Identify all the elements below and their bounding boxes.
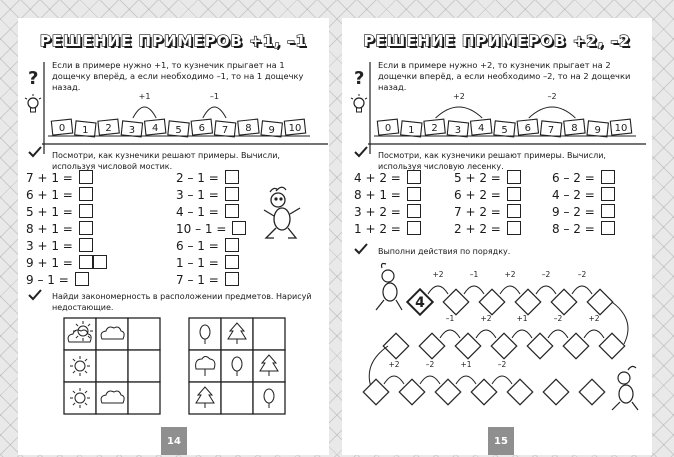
equation-text: 3 + 2 =	[354, 205, 401, 219]
bridge-number: 2	[105, 123, 112, 134]
equation-row	[552, 170, 615, 185]
chain-arc	[492, 376, 512, 384]
svg-text:?: ?	[354, 68, 365, 89]
equation-row	[454, 170, 521, 185]
answer-box[interactable]	[225, 204, 239, 218]
bridge-plank	[377, 119, 398, 135]
pattern-cell[interactable]	[96, 350, 128, 382]
pattern-cell[interactable]	[253, 350, 285, 382]
chain-op-label: +1	[516, 314, 528, 323]
equation-row	[354, 170, 421, 185]
equation-row	[176, 238, 239, 253]
bridge-number: 1	[408, 125, 415, 136]
pattern-cell[interactable]	[96, 318, 128, 350]
equation-row	[26, 204, 93, 219]
task-instruction: Посмотри, как кузнечики решают примеры. Вычисли, используя числовой мостик.	[52, 151, 280, 171]
answer-box[interactable]	[79, 170, 93, 184]
pattern-cell[interactable]	[64, 318, 96, 350]
jump-arc	[436, 107, 483, 118]
grasshopper-icon	[612, 366, 638, 410]
chain-op-label: –1	[469, 270, 479, 279]
equation-row	[454, 221, 521, 236]
equation-text: 2 + 2 =	[454, 222, 501, 236]
equation-row	[354, 187, 421, 202]
equation-text: 4 – 1 =	[176, 205, 219, 219]
chain-arc	[548, 330, 568, 338]
bridge-plank	[191, 119, 212, 135]
equation-text: 9 – 2 =	[552, 205, 595, 219]
bridge-plank	[447, 121, 468, 137]
chain-op-label: –1	[445, 314, 455, 323]
answer-box[interactable]	[232, 221, 246, 235]
bridge-plank	[168, 121, 189, 137]
task-instruction: Посмотри, как кузнечики решают примеры. Вычисли, используя числовую лесенку.	[378, 151, 606, 171]
bridge-number: 8	[245, 123, 252, 134]
chain-op-label: +1	[460, 360, 472, 369]
pattern-grid-trees	[189, 318, 285, 414]
jump-label: –2	[547, 92, 557, 101]
equation-row	[354, 204, 421, 219]
chain-op-label: +2	[504, 270, 516, 279]
chain-arc	[476, 330, 496, 338]
equation-row	[26, 238, 93, 253]
bridge-number: 4	[152, 123, 159, 134]
answer-box[interactable]	[407, 221, 421, 235]
chain-arc	[428, 286, 448, 294]
answer-box[interactable]	[507, 221, 521, 235]
pattern-cell[interactable]	[64, 350, 96, 382]
jump-label: –1	[209, 92, 219, 101]
answer-box[interactable]	[507, 187, 521, 201]
chain-arc	[440, 330, 460, 338]
question-icon	[352, 68, 366, 90]
chain-arc	[384, 376, 404, 384]
rule-text: Если в примере нужно +1, то кузнечик прыгает на 1 дощечку вперёд, а если необходимо –1, то на 1 дощечку назад.	[52, 60, 304, 92]
right-page	[342, 18, 652, 455]
answer-box[interactable]	[79, 187, 93, 201]
answer-box[interactable]	[93, 255, 107, 269]
pattern-cell[interactable]	[189, 382, 221, 414]
bridge-plank	[494, 121, 515, 137]
answer-box[interactable]	[75, 272, 89, 286]
bridge-number: 10	[288, 123, 302, 134]
pattern-cell[interactable]	[64, 382, 96, 414]
pattern-grid-weather	[64, 318, 160, 414]
answer-box[interactable]	[601, 170, 615, 184]
bridge-number: 4	[478, 123, 485, 134]
chain-cell[interactable]	[383, 333, 408, 358]
bridge-plank	[564, 119, 585, 135]
jump-label: +1	[138, 92, 151, 101]
equation-row	[354, 221, 421, 236]
bridge-plank	[51, 119, 72, 135]
bridge-number: 6	[524, 123, 531, 134]
answer-box[interactable]	[601, 204, 615, 218]
pattern-cell[interactable]	[253, 318, 285, 350]
chain-arc	[584, 330, 604, 338]
equation-text: 4 + 2 =	[354, 171, 401, 185]
pattern-cell[interactable]	[189, 318, 221, 350]
equation-text: 1 – 1 =	[176, 256, 219, 270]
operation-chain	[342, 254, 652, 414]
chain-op-label: –2	[425, 360, 435, 369]
bridge-number: 5	[175, 125, 182, 136]
chain-op-label: +2	[480, 314, 492, 323]
chain-op-label: +2	[432, 270, 444, 279]
check-icon	[354, 146, 368, 158]
pattern-cell[interactable]	[253, 382, 285, 414]
bridge-plank	[517, 119, 538, 135]
equation-row	[26, 221, 93, 236]
answer-box[interactable]	[79, 238, 93, 252]
answer-box[interactable]	[407, 187, 421, 201]
chain-op-label: –2	[577, 270, 587, 279]
equation-row	[176, 272, 239, 287]
equation-row	[176, 255, 239, 270]
chain-start-value: 4	[415, 295, 425, 311]
equation-text: 3 + 1 =	[26, 239, 73, 253]
answer-box[interactable]	[225, 272, 239, 286]
task-instruction: Выполни действия по порядку.	[378, 247, 511, 256]
jump-arc	[203, 107, 226, 118]
answer-box[interactable]	[507, 170, 521, 184]
equation-row	[176, 170, 239, 185]
answer-box[interactable]	[601, 221, 615, 235]
equation-text: 9 + 1 =	[26, 256, 73, 270]
equation-row	[552, 187, 615, 202]
equation-row	[176, 221, 246, 236]
bridge-plank	[401, 121, 422, 137]
answer-box[interactable]	[507, 204, 521, 218]
task-instruction: Найди закономерность в расположении предметов. Нарисуй недостающие.	[52, 292, 312, 312]
bridge-number: 9	[594, 125, 601, 136]
check-icon	[28, 146, 42, 158]
answer-box[interactable]	[79, 255, 93, 269]
bridge-number: 6	[198, 123, 205, 134]
equation-text: 6 – 2 =	[552, 171, 595, 185]
chain-cell[interactable]	[543, 379, 568, 404]
bridge-plank	[98, 119, 119, 135]
bridge-number: 1	[82, 125, 89, 136]
equation-row	[552, 221, 615, 236]
answer-box[interactable]	[407, 170, 421, 184]
rule-text: Если в примере нужно +2, то кузнечик прыгает на 2 дощечки вперёд, а если необходимо –2, то на 2 дощечки назад.	[378, 60, 631, 92]
bridge-plank	[75, 121, 96, 137]
chain-op-label: +2	[388, 360, 400, 369]
equation-text: 8 + 1 =	[354, 188, 401, 202]
page-title: РЕШЕНИЕ ПРИМЕРОВ +2, –2	[363, 32, 631, 50]
bridge-number: 10	[614, 123, 628, 134]
chain-cell[interactable]	[579, 379, 604, 404]
jump-arc	[529, 107, 576, 118]
equation-row	[454, 204, 521, 219]
equation-text: 2 – 1 =	[176, 171, 219, 185]
pattern-cell[interactable]	[128, 318, 160, 350]
chain-op-label: +2	[588, 314, 600, 323]
bridge-plank	[540, 121, 561, 137]
answer-box[interactable]	[225, 187, 239, 201]
answer-box[interactable]	[79, 221, 93, 235]
bridge-plank	[610, 119, 631, 135]
bridge-plank	[145, 119, 166, 135]
bridge-plank	[238, 119, 259, 135]
bridge-number: 2	[431, 123, 438, 134]
answer-box[interactable]	[79, 204, 93, 218]
chain-arc	[464, 286, 484, 294]
equation-text: 7 – 1 =	[176, 273, 219, 287]
chain-arc	[500, 286, 520, 294]
bridge-number: 3	[128, 125, 136, 136]
equation-text: 8 + 1 =	[26, 222, 73, 236]
bridge-number: 3	[454, 125, 462, 136]
bridge-plank	[424, 119, 445, 135]
bridge-plank	[587, 121, 608, 137]
bridge-number: 7	[221, 125, 229, 136]
chain-op-label: –2	[497, 360, 507, 369]
answer-box[interactable]	[225, 255, 239, 269]
bridge-number: 8	[571, 123, 578, 134]
bridge-number: 0	[58, 123, 66, 134]
equation-row	[26, 170, 93, 185]
pattern-cell[interactable]	[221, 350, 253, 382]
chain-arc	[512, 330, 532, 338]
equation-row	[26, 255, 107, 270]
bridge-number: 5	[501, 125, 508, 136]
chain-op-label: –2	[541, 270, 551, 279]
pattern-cell[interactable]	[221, 382, 253, 414]
equation-row	[552, 204, 615, 219]
page-number: 15	[488, 427, 514, 455]
left-page	[18, 18, 329, 455]
bridge-number: 0	[384, 123, 392, 134]
answer-box[interactable]	[225, 170, 239, 184]
pattern-cell[interactable]	[128, 382, 160, 414]
equation-text: 6 – 1 =	[176, 239, 219, 253]
jump-label: +2	[453, 92, 465, 101]
chain-arc	[456, 376, 476, 384]
equation-text: 1 + 2 =	[354, 222, 401, 236]
chain-arc	[536, 286, 556, 294]
answer-box[interactable]	[407, 204, 421, 218]
pattern-cell[interactable]	[221, 318, 253, 350]
page-number: 14	[161, 427, 187, 455]
bridge-plank	[471, 119, 492, 135]
bridge-number: 7	[547, 125, 555, 136]
check-icon	[28, 289, 42, 301]
bridge-number: 9	[268, 125, 275, 136]
bridge-plank	[121, 121, 142, 137]
pattern-cell[interactable]	[189, 350, 221, 382]
svg-text:?: ?	[28, 68, 39, 89]
equation-row	[176, 204, 239, 219]
pattern-cell[interactable]	[96, 382, 128, 414]
equation-row	[176, 187, 239, 202]
equation-text: 6 + 2 =	[454, 188, 501, 202]
grasshopper-icon	[376, 264, 402, 311]
equation-text: 9 – 1 =	[26, 273, 69, 287]
grasshopper-icon	[260, 186, 306, 242]
page-title: РЕШЕНИЕ ПРИМЕРОВ +1, –1	[39, 32, 308, 50]
answer-box[interactable]	[225, 238, 239, 252]
question-icon	[26, 68, 40, 90]
bridge-plank	[284, 119, 305, 135]
equation-text: 8 – 2 =	[552, 222, 595, 236]
equation-text: 5 + 2 =	[454, 171, 501, 185]
answer-box[interactable]	[601, 187, 615, 201]
equation-text: 5 + 1 =	[26, 205, 73, 219]
number-bridge	[48, 90, 318, 140]
chain-arc	[420, 376, 440, 384]
equation-text: 4 – 2 =	[552, 188, 595, 202]
pattern-cell[interactable]	[128, 350, 160, 382]
equation-row	[26, 187, 93, 202]
lightbulb-icon	[350, 94, 368, 116]
equation-text: 3 – 1 =	[176, 188, 219, 202]
bridge-plank	[261, 121, 282, 137]
jump-arc	[133, 107, 156, 118]
equation-text: 7 + 1 =	[26, 171, 73, 185]
equation-row	[454, 187, 521, 202]
chain-arc	[572, 286, 592, 294]
equation-text: 6 + 1 =	[26, 188, 73, 202]
equation-text: 7 + 2 =	[454, 205, 501, 219]
number-ladder	[374, 90, 642, 140]
equation-text: 10 – 1 =	[176, 222, 227, 236]
equation-row	[26, 272, 89, 287]
chain-op-label: –2	[553, 314, 563, 323]
bridge-plank	[214, 121, 235, 137]
lightbulb-icon	[24, 94, 42, 116]
